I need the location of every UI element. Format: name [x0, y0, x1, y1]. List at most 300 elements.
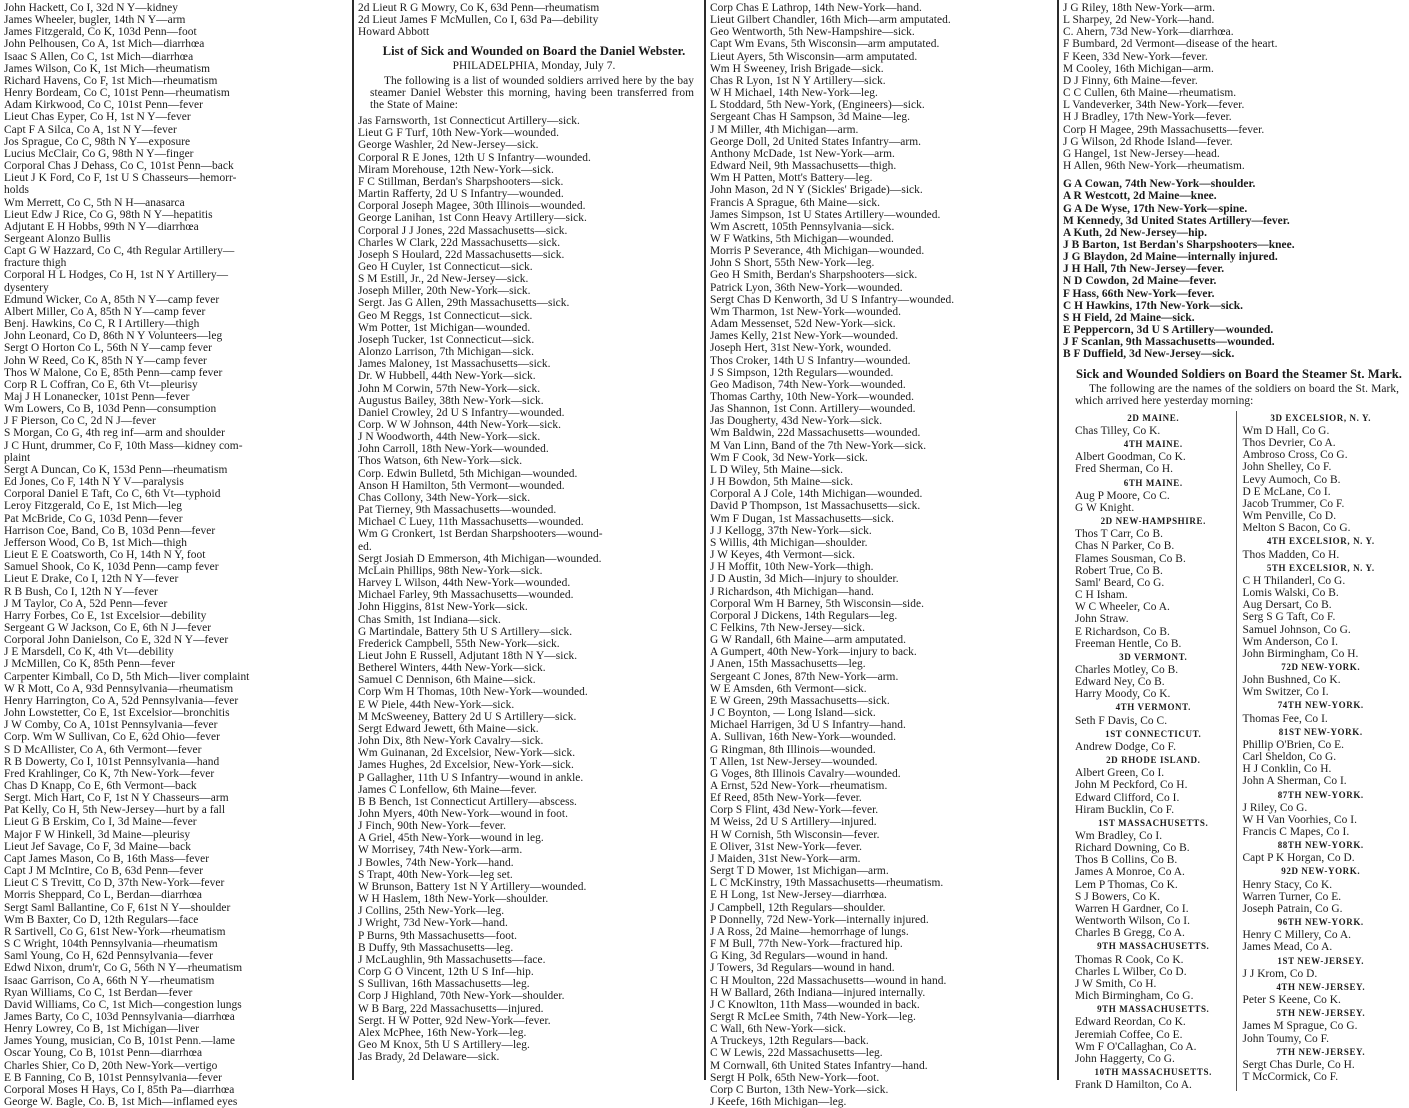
- list-item: John Bushned, Co K.: [1242, 674, 1341, 687]
- column-4: [1059, 0, 1409, 1092]
- list-item: Corp S Flint, 43d New-York—fever.: [710, 804, 879, 817]
- list-item: Patrick Lyon, 36th New-York—wounded.: [710, 281, 903, 294]
- section-heading: Sick and Wounded Soldiers on Board the Steamer St. Mark.: [1076, 366, 1402, 381]
- list-item: Sergeant G W Jackson, Co E, 6th N J—fever: [4, 621, 212, 634]
- list-item: Chas N Parker, Co B.: [1075, 540, 1175, 553]
- list-item: B B Bench, 1st Connecticut Artillery—abscess.: [358, 795, 577, 808]
- regiment-heading: 1ST CONNECTICUT.: [1105, 728, 1202, 739]
- list-item: Sergt T D Mower, 1st Michigan—arm.: [710, 865, 889, 878]
- list-item: Adam Messenset, 52d New-York—sick.: [710, 318, 896, 331]
- list-item: S J Bowers, Co K.: [1075, 890, 1161, 903]
- list-item: A Ernst, 52d New-York—rheumatism.: [710, 780, 888, 792]
- list-item: M Weiss, 2d U S Artillery—injured.: [710, 816, 877, 829]
- list-item: Sergt Saml Ballantine, Co F, 61st N Y—shoulder: [4, 901, 231, 914]
- list-item: plaint: [4, 451, 31, 464]
- list-item: holds: [4, 184, 29, 197]
- list-item: John A Sherman, Co I.: [1242, 775, 1347, 788]
- list-item: James Young, musician, Co B, 101st Penn.—lame: [4, 1035, 236, 1048]
- list-item: John Higgins, 81st New-York—sick.: [358, 601, 528, 614]
- list-item: Aug Dersart, Co B.: [1242, 599, 1332, 612]
- list-item: Corporal J J Jones, 22d Massachusetts—sick.: [358, 224, 568, 237]
- list-item: Aug P Moore, Co C.: [1075, 489, 1170, 502]
- regiment-heading: 1ST NEW-JERSEY.: [1277, 955, 1365, 966]
- list-item: Corporal Moses H Hays, Co I, 85th Pa—diarrhœa: [4, 1083, 235, 1096]
- list-item: Corporal J Dickens, 14th Regulars—leg.: [710, 609, 898, 622]
- list-item: Samuel C Dennison, 6th Maine—sick.: [358, 674, 536, 687]
- list-item: J McMillen, Co K, 85th Penn—fever: [4, 658, 175, 671]
- list-item: Corp Wm H Thomas, 10th New-York—wounded.: [358, 686, 588, 699]
- list-item: Wm G Cronkert, 1st Berdan Sharpshooters—wound-: [358, 528, 603, 541]
- regiment-heading: 10TH MASSACHUSETTS.: [1094, 1066, 1212, 1077]
- regiment-heading: 92D NEW-YORK.: [1281, 866, 1361, 877]
- list-item: Geo Wentworth, 5th New-Hampshire—sick.: [710, 26, 915, 39]
- list-item: McLain Phillips, 98th New-York—sick.: [358, 564, 543, 577]
- list-item: Wm Ascrett, 105th Pennsylvania—sick.: [710, 220, 895, 233]
- list-item: George W. Bagle, Co. B, 1st Mich—inflamed eyes: [4, 1096, 238, 1108]
- list-item: Thos Devrier, Co A.: [1242, 437, 1336, 450]
- list-item: Dr. W Hubbell, 44th New-York—sick.: [358, 370, 536, 383]
- list-item: Ef Reed, 85th New-York—fever.: [710, 792, 862, 805]
- list-item: J S Simpson, 12th Regulars—wounded.: [710, 366, 894, 379]
- list-item: Charles W Clark, 22d Massachusetts—sick.: [358, 236, 561, 249]
- list-item: G W Randall, 6th Maine—arm amputated.: [710, 634, 906, 647]
- list-item: J Bowles, 74th New-York—hand.: [358, 856, 514, 869]
- list-item: Lieut E Drake, Co I, 12th N Y—fever: [4, 573, 179, 586]
- list-item: Pat Tierney, 9th Massachusetts—wounded.: [358, 504, 557, 517]
- list-item: Fred Krahlinger, Co K, 7th New-York—fever: [4, 767, 215, 780]
- list-item: T McCormick, Co F.: [1242, 1070, 1339, 1083]
- list-item: J D Austin, 3d Mich—injury to shoulder.: [710, 573, 899, 586]
- list-item: Henry C Millery, Co A.: [1242, 929, 1352, 942]
- list-item: James Hughes, 2d Excelsior, New-York—sick.: [358, 759, 574, 772]
- list-item: Betherel Winters, 44th New-York—sick.: [358, 662, 546, 675]
- list-item: J J Kellogg, 37th New-York—sick.: [710, 524, 872, 537]
- regiment-heading: 4TH MAINE.: [1123, 439, 1183, 450]
- list-item: Wm F O'Callaghan, Co A.: [1075, 1040, 1197, 1053]
- list-item: M Cooley, 16th Michigan—arm.: [1063, 62, 1214, 75]
- list-item: W Morrisey, 74th New-York—arm.: [358, 844, 523, 857]
- regiment-heading: 4TH EXCELSIOR, N. Y.: [1266, 536, 1375, 547]
- list-item: John Shelley, Co F.: [1242, 461, 1332, 474]
- list-item: D J Finny, 6th Maine—fever.: [1063, 74, 1198, 87]
- list-item: Wm F Dugan, 1st Massachusetts—sick.: [710, 512, 894, 525]
- regiment-heading: 88TH NEW-YORK.: [1277, 840, 1364, 851]
- section-heading: List of Sick and Wounded on Board the Daniel Webster.: [382, 44, 686, 59]
- list-item: H W Cornish, 5th Wisconsin—fever.: [710, 828, 880, 841]
- list-item: Isaac S Allen, Co C, 1st Mich—diarrhœa: [4, 50, 194, 63]
- list-item: John W Reed, Co K, 85th N Y—camp fever: [4, 354, 207, 367]
- list-item: Thos T Carr, Co B.: [1075, 528, 1163, 541]
- list-item: J J Krom, Co D.: [1242, 967, 1318, 980]
- list-item: James Barty, Co C, 103d Pennsylvania—diarrhœa: [4, 1010, 235, 1023]
- list-item: Ambroso Cross, Co G.: [1242, 449, 1348, 462]
- list-item: R B Bush, Co I, 12th N Y—fever: [4, 585, 158, 598]
- list-item: B F Duffield, 3d New-Jersey—sick.: [1063, 348, 1235, 361]
- list-item: John Hackett, Co I, 32d N Y—kidney: [4, 2, 179, 14]
- list-item: P Donnelly, 72d New-York—internally injured.: [710, 913, 929, 926]
- list-item: Martin Rafferty, 2d U S Infantry—wounded.: [358, 188, 564, 201]
- list-item: John Birmingham, Co H.: [1242, 647, 1359, 660]
- list-item: James Maloney, 1st Massachusetts—sick.: [358, 358, 551, 371]
- list-item: Richard Havens, Co F, 1st Mich—rheumatism: [4, 74, 218, 87]
- list-item: Leroy Fitzgerald, Co E, 1st Mich—leg: [4, 500, 183, 513]
- list-item: J Campbell, 12th Regulars—shoulder.: [710, 901, 886, 914]
- list-item: Anson H Hamilton, 5th Vermont—wounded.: [358, 479, 565, 492]
- list-item: S Trapt, 40th New-York—leg set.: [358, 868, 513, 881]
- list-item: F Bumbard, 2d Vermont—disease of the heart.: [1063, 38, 1278, 51]
- regiment-heading: 9TH MASSACHUSETTS.: [1097, 1004, 1210, 1015]
- list-item: H Allen, 96th New-York—rheumatism.: [1063, 160, 1245, 173]
- list-item: M Kennedy, 3d United States Artillery—fever.: [1063, 214, 1290, 227]
- list-item: Charles B Gregg, Co A.: [1075, 927, 1185, 940]
- list-item: Pat McBride, Co G, 103d Penn—fever: [4, 512, 183, 525]
- list-item: Warren H Gardner, Co I.: [1075, 902, 1189, 915]
- list-item: John Toumy, Co F.: [1242, 1032, 1329, 1045]
- list-item: Wm Lowers, Co B, 103d Penn—consumption: [4, 403, 217, 416]
- list-item: Capt Wm Evans, 5th Wisconsin—arm amputated.: [710, 38, 940, 51]
- regiment-heading: 3D VERMONT.: [1119, 651, 1188, 662]
- list-item: Samuel Shook, Co K, 103d Penn—camp fever: [4, 561, 219, 574]
- list-item: Thos Madden, Co H.: [1242, 548, 1340, 561]
- list-item: John Mason, 2d N Y (Sickles' Brigade)—sick.: [710, 184, 923, 197]
- list-item: Sergt. H W Potter, 92d New-York—fever.: [358, 1014, 551, 1027]
- list-item: Fred Sherman, Co H.: [1075, 463, 1174, 476]
- list-item: Wm Anderson, Co I.: [1242, 635, 1338, 648]
- list-item: Chas Collony, 34th New-York—sick.: [358, 491, 531, 504]
- list-item: Wm F Cook, 3d New-York—sick.: [710, 451, 868, 464]
- list-item: Lomis Walski, Co B.: [1242, 587, 1339, 600]
- list-item: L D Wiley, 5th Maine—sick.: [710, 463, 843, 476]
- list-item: E B Fanning, Co B, 101st Pennsylvania—fever: [4, 1071, 222, 1084]
- regiment-heading: 1ST MASSACHUSETTS.: [1098, 817, 1209, 828]
- list-item: Joseph Hert, 31st New-York, wounded.: [710, 342, 892, 355]
- list-item: C H Hawkins, 17th New-York—sick.: [1063, 299, 1244, 312]
- dateline: PHILADELPHIA, Monday, July 7.: [452, 60, 616, 73]
- list-item: George Washler, 2d New-Jersey—sick.: [358, 139, 539, 152]
- list-item: S C Wright, 104th Pennsylvania—rheumatism: [4, 938, 218, 951]
- list-item: Howard Abbott: [358, 26, 430, 39]
- list-item: Lieut Gilbert Chandler, 16th Mich—arm amputated.: [710, 14, 951, 27]
- list-item: John Lowstetter, Co E, 1st Excelsior—bronchitis: [4, 707, 230, 720]
- list-item: Chas Smith, 1st Indiana—sick.: [358, 613, 501, 626]
- list-item: Sergt Chas D Kenworth, 3d U S Infantry—wounded.: [710, 293, 955, 306]
- list-item: John M Peckford, Co H.: [1075, 779, 1188, 792]
- list-item: J Maiden, 31st New-York—arm.: [710, 852, 861, 865]
- regiment-heading: 2D NEW-HAMPSHIRE.: [1100, 516, 1206, 527]
- list-item: P Gallagher, 11th U S Infantry—wound in ankle.: [358, 771, 584, 784]
- list-item: Peter S Keene, Co K.: [1242, 994, 1341, 1007]
- list-item: Edmund Wicker, Co A, 85th N Y—camp fever: [4, 293, 220, 306]
- list-item: Serg S G Taft, Co F.: [1242, 611, 1336, 624]
- list-item: Capt F A Silca, Co A, 1st N Y—fever: [4, 123, 177, 136]
- list-item: Jas Brady, 2d Delaware—sick.: [358, 1051, 500, 1064]
- list-item: A Gumpert, 40th New-York—injury to back.: [710, 646, 917, 659]
- list-item: John M Corwin, 57th New-York—sick.: [358, 382, 541, 395]
- list-item: Corporal John Danielson, Co E, 32d N Y—fever: [4, 634, 229, 647]
- list-item: Thos Watson, 6th New-York—sick.: [358, 455, 523, 468]
- list-item: John Straw.: [1075, 613, 1129, 626]
- list-item: Thos Croker, 14th U S Infantry—wounded.: [710, 354, 911, 367]
- regiment-heading: 2D RHODE ISLAND.: [1106, 755, 1201, 766]
- list-item: John Myers, 40th New-York—wound in foot.: [358, 808, 568, 820]
- list-item: E Oliver, 31st New-York—fever.: [710, 840, 863, 853]
- list-item: Saml' Beard, Co G.: [1075, 576, 1165, 589]
- list-item: Wm Baldwin, 22d Massachusetts—wounded.: [710, 427, 921, 440]
- list-item: Sergt A Duncan, Co K, 153d Penn—rheumatism: [4, 463, 228, 476]
- list-item: W R Mott, Co A, 93d Pennsylvania—rheumatism: [4, 682, 234, 695]
- list-item: Lieut G B Erskim, Co I, 3d Maine—fever: [4, 816, 197, 829]
- list-item: Oscar Young, Co B, 101st Penn—diarrhœa: [4, 1047, 203, 1060]
- list-item: J W Smith, Co H.: [1075, 977, 1157, 990]
- list-item: J G Riley, 18th New-York—arm.: [1063, 2, 1216, 14]
- list-item: Wm H Sweeney, Irish Brigade—sick.: [710, 62, 884, 75]
- list-item: W B Barg, 22d Massachusetts—injured.: [358, 1002, 544, 1015]
- list-item: Saml Young, Co H, 62d Pennsylvania—fever: [4, 950, 213, 963]
- list-item: Seth F Davis, Co C.: [1075, 714, 1168, 727]
- list-item: Harrison Coe, Band, Co B, 103d Penn—fever: [4, 524, 216, 537]
- column-3: [706, 0, 1057, 1108]
- list-item: James Wheeler, bugler, 14th N Y—arm: [4, 14, 186, 27]
- list-item: Capt J M McIntire, Co B, 63d Penn—fever: [4, 865, 204, 878]
- list-item: Melton S Bacon, Co G.: [1242, 522, 1351, 535]
- list-item: E W Green, 29th Massachusetts—sick.: [710, 694, 890, 707]
- list-item: Lieut C S Trevitt, Co D, 37th New-York—fever: [4, 877, 225, 890]
- list-item: Wentworth Wilson, Co I.: [1075, 915, 1191, 928]
- list-item: G A Cowan, 74th New-York—shoulder.: [1063, 178, 1256, 191]
- list-item: Freeman Hentle, Co B.: [1075, 637, 1182, 650]
- list-item: Harry Forbes, Co E, 1st Excelsior—debility: [4, 609, 207, 622]
- list-item: T Allen, 1st New-Jersey—wounded.: [710, 755, 878, 768]
- list-item: Wm Penville, Co D.: [1242, 510, 1337, 523]
- list-item: Edward Clifford, Co I.: [1075, 791, 1180, 804]
- regiment-heading: 4TH VERMONT.: [1115, 702, 1191, 713]
- list-item: Edward Neil, 9th Massachusetts—thigh.: [710, 160, 897, 173]
- list-item: J B Barton, 1st Berdan's Sharpshooters—knee.: [1063, 238, 1295, 251]
- list-item: P Burns, 9th Massachusetts—foot.: [358, 929, 518, 942]
- list-item: J W Comby, Co A, 101st Pennsylvania—fever: [4, 719, 218, 732]
- list-item: Augustus Bailey, 38th New-York—sick.: [358, 394, 544, 407]
- list-item: Sergeant C Jones, 87th New-York—arm.: [710, 670, 899, 683]
- list-item: E Richardson, Co B.: [1075, 625, 1170, 638]
- list-item: Edwd Nixon, drum'r, Co G, 56th N Y—rheumatism: [4, 962, 243, 975]
- list-item: Benj. Hawkins, Co C, R I Artillery—thigh: [4, 318, 200, 331]
- list-item: Joseph Patrain, Co G.: [1242, 902, 1343, 915]
- list-item: James Kelly, 21st New-York—wounded.: [710, 330, 899, 343]
- list-item: J C Hunt, drummer, Co F, 10th Mass—kidney com-: [4, 439, 243, 452]
- list-item: Corporal A J Cole, 14th Michigan—wounded.: [710, 488, 923, 501]
- list-item: Francis C Mapes, Co I.: [1242, 826, 1350, 838]
- list-item: S M Estill, Jr., 2d New-Jersey—sick.: [358, 273, 529, 286]
- list-item: M McSweeney, Battery 2d U S Artillery—sick.: [358, 710, 577, 723]
- list-item: Jefferson Wood, Co B, 1st Mich—thigh: [4, 536, 188, 549]
- list-item: C Wall, 6th New-York—sick.: [710, 1023, 847, 1036]
- list-item: F M Bull, 77th New-York—fractured hip.: [710, 938, 903, 951]
- list-item: S Willis, 4th Michigan—shoulder.: [710, 536, 868, 549]
- list-item: Jas Farnsworth, 1st Connecticut Artillery—sick.: [358, 115, 580, 128]
- list-item: M Van Linn, Band of the 7th New-York—sick.: [710, 439, 927, 452]
- list-item: A. Sullivan, 16th New-York—wounded.: [710, 731, 897, 744]
- list-item: J N Woodworth, 44th New-York—sick.: [358, 431, 541, 444]
- regiment-heading: 72D NEW-YORK.: [1281, 661, 1361, 672]
- list-item: Henry Harrington, Co A, 52d Pennsylvania—fever: [4, 694, 239, 707]
- regiment-heading: 6TH MAINE.: [1123, 477, 1183, 488]
- list-item: Capt P K Horgan, Co D.: [1242, 852, 1355, 865]
- list-item: J C Boynton, — Long Island—sick.: [710, 707, 876, 720]
- list-item: Corporal Joseph Magee, 30th Illinois—wounded.: [358, 200, 586, 213]
- list-item: J H Hall, 7th New-Jersey—fever.: [1063, 263, 1225, 276]
- list-item: 2d Lieut James F McMullen, Co I, 63d Pa—debility: [358, 14, 599, 27]
- regiment-heading: 96TH NEW-YORK.: [1277, 917, 1364, 928]
- list-item: Corp. Wm W Sullivan, Co E, 62d Ohio—fever: [4, 731, 220, 744]
- list-item: Geo Madison, 74th New-York—wounded.: [710, 378, 906, 391]
- list-item: Sergt O Horton Co L, 56th N Y—camp fever: [4, 342, 212, 355]
- list-item: Frank D Hamilton, Co A.: [1075, 1079, 1192, 1092]
- list-item: J Collins, 25th New-York—leg.: [358, 905, 505, 918]
- list-item: L Sharpey, 2d New-York—hand.: [1063, 14, 1215, 27]
- list-item: Corp R L Coffran, Co E, 6th Vt—pleurisy: [4, 378, 198, 391]
- list-item: D E McLane, Co I.: [1242, 485, 1331, 498]
- list-item: Alex McPhee, 16th New-York—leg.: [358, 1026, 527, 1039]
- list-item: Wm Guinanan, 2d Excelsior, New-York—sick.: [358, 747, 576, 760]
- list-item: Wm B Baxter, Co D, 12th Regulars—face: [4, 913, 199, 926]
- list-item: Pat Kelly, Co H, 5th New-Jersey—hurt by a fall: [4, 804, 226, 817]
- intro-paragraph: The following are the names of the soldiers on board the St. Mark, which arrived here yesterday morning:: [1075, 382, 1399, 407]
- list-item: J Anen, 15th Massachusetts—leg.: [710, 658, 866, 671]
- list-item: Capt G W Hazzard, Co C, 4th Regular Artillery—: [4, 245, 235, 258]
- list-item: Harvey L Wilson, 44th New-York—wounded.: [358, 577, 571, 590]
- list-item: J F Pierson, Co C, 2d N J—fever: [4, 415, 156, 428]
- list-item: M Cornwall, 6th United States Infantry—hand.: [710, 1059, 928, 1072]
- list-item: Joseph Tucker, 1st Connecticut—sick.: [358, 333, 535, 346]
- list-item: John Carroll, 18th New-York—wounded.: [358, 443, 549, 456]
- list-item: N D Cowdon, 2d Maine—fever.: [1063, 275, 1217, 288]
- list-item: Corp. Edwin Bulletd, 5th Michigan—wounded.: [358, 467, 578, 480]
- list-item: W H Van Voorhies, Co I.: [1242, 813, 1358, 826]
- list-item: Wm Merrett, Co C, 5th N H—anasarca: [4, 196, 185, 209]
- list-item: John Dix, 8th New-York Cavalry—sick.: [358, 735, 544, 748]
- regiment-heading: 81ST NEW-YORK.: [1278, 726, 1363, 737]
- list-item: J G Wilson, 2d Rhode Island—fever.: [1063, 135, 1233, 148]
- list-item: fracture thigh: [4, 257, 67, 270]
- list-item: dysentery: [4, 281, 49, 294]
- list-item: F Keen, 33d New-York—fever.: [1063, 50, 1208, 63]
- list-item: Francis A Sprague, 6th Maine—sick.: [710, 196, 881, 209]
- list-item: W C Wheeler, Co A.: [1075, 601, 1170, 614]
- list-item: Albert Miller, Co A, 85th N Y—camp fever: [4, 305, 206, 318]
- list-item: W H Haslem, 18th New-York—shoulder.: [358, 893, 549, 906]
- regiment-heading: 7TH NEW-JERSEY.: [1276, 1046, 1366, 1057]
- list-item: Sergt H Polk, 65th New-York—foot.: [710, 1071, 880, 1084]
- list-item: Lieut E E Coatsworth, Co H, 14th N Y, foot: [4, 549, 206, 562]
- list-item: Frederick Campbell, 55th New-York—sick.: [358, 637, 560, 650]
- list-item: F Hass, 66th New-York—fever.: [1063, 287, 1215, 300]
- list-item: Corporal H L Hodges, Co H, 1st N Y Artillery—: [4, 269, 229, 282]
- list-item: Daniel Crowley, 2d U S Infantry—wounded.: [358, 406, 565, 419]
- list-item: R B Dowerty, Co I, 101st Pennsylvania—hand: [4, 755, 220, 768]
- list-item: James Mead, Co A.: [1242, 941, 1333, 954]
- list-item: Edward Reordan, Co K.: [1075, 1016, 1186, 1029]
- list-item: Corp G O Vincent, 12th U S Inf—hip.: [358, 966, 534, 979]
- list-item: Capt James Mason, Co B, 16th Mass—fever: [4, 852, 210, 865]
- list-item: Sergt. Mich Hart, Co F, 1st N Y Chasseurs—arm: [4, 792, 229, 805]
- list-item: Thomas Fee, Co I.: [1242, 712, 1328, 725]
- list-item: Corporal Daniel E Taft, Co C, 6th Vt—typhoid: [4, 488, 221, 501]
- list-item: B Duffy, 9th Massachusetts—leg.: [358, 941, 514, 954]
- list-item: E H Long, 1st New-Jersey—diarrhœa.: [710, 889, 887, 902]
- list-item: George Doll, 2d United States Infantry—arm.: [710, 135, 922, 148]
- list-item: Mich Birmingham, Co G.: [1075, 990, 1194, 1003]
- roster-right: [1243, 411, 1404, 1091]
- list-item: C C Cullen, 6th Maine—rheumatism.: [1063, 87, 1237, 100]
- list-item: G Ringman, 8th Illinois—wounded.: [710, 743, 876, 756]
- list-item: Thos B Collins, Co B.: [1075, 854, 1178, 867]
- list-item: F C Stillman, Berdan's Sharpshooters—sick.: [358, 175, 564, 188]
- list-item: Chas Tilley, Co K.: [1075, 425, 1161, 437]
- list-item: Sergt Edward Jewett, 6th Maine—sick.: [358, 722, 539, 735]
- list-item: Lieut J K Ford, Co F, 1st U S Chasseurs—hemorr-: [4, 172, 237, 185]
- list-item: G King, 3d Regulars—wound in hand.: [710, 950, 888, 963]
- list-item: H W Ballard, 26th Indiana—injured internally.: [710, 986, 926, 999]
- list-item: Michael Harrigen, 3d U S Infantry—hand.: [710, 719, 906, 732]
- list-item: G A De Wyse, 17th New-York—spine.: [1063, 202, 1248, 215]
- list-item: L Stoddard, 5th New-York, (Engineers)—sick.: [710, 99, 925, 112]
- list-item: Lieut Ayers, 5th Wisconsin—arm amputated.: [710, 50, 918, 63]
- list-item: E Peppercorn, 3d U S Artillery—wounded.: [1063, 324, 1274, 337]
- list-item: Sergeant Alonzo Bullis: [4, 232, 111, 245]
- list-item: J F Scanlan, 9th Massachusetts—wounded.: [1063, 336, 1275, 349]
- regiment-roster: [1075, 411, 1403, 1091]
- regiment-heading: 9TH MASSACHUSETTS.: [1097, 941, 1210, 952]
- list-item: James Wilson, Co K, 1st Mich—rheumatism: [4, 62, 210, 75]
- regiment-heading: 74TH NEW-YORK.: [1277, 700, 1364, 711]
- list-item: Sergt R McLee Smith, 74th New-York—leg.: [710, 1010, 916, 1023]
- list-item: Geo M Knox, 5th U S Artillery—leg.: [358, 1038, 530, 1051]
- list-item: Corp Chas E Lathrop, 14th New-York—hand.: [710, 2, 922, 14]
- list-item: John Haggerty, Co G.: [1075, 1052, 1175, 1065]
- list-item: Chas D Knapp, Co E, 6th Vermont—back: [4, 780, 197, 792]
- list-item: R Sartivell, Co G, 61st New-York—rheumatism: [4, 925, 226, 938]
- list-item: Geo H Smith, Berdan's Sharpshooters—sick.: [710, 269, 918, 282]
- list-item: Thomas Carthy, 10th New-York—wounded.: [710, 391, 915, 403]
- list-item: Thos W Malone, Co E, 85th Penn—camp fever: [4, 366, 223, 379]
- list-item: J Richardson, 4th Michigan—hand.: [710, 585, 874, 598]
- list-item: G Martindale, Battery 5th U S Artillery—sick.: [358, 625, 573, 638]
- list-item: Flames Sousman, Co B.: [1075, 552, 1186, 565]
- list-item: Lieut Edw J Rice, Co G, 98th N Y—hepatitis: [4, 208, 213, 221]
- list-item: C W Lewis, 22d Massachusetts—leg.: [710, 1047, 883, 1060]
- list-item: Richard Downing, Co B.: [1075, 842, 1190, 855]
- column-1: [0, 0, 352, 1108]
- list-item: Major F W Hinkell, 3d Maine—pleurisy: [4, 828, 191, 841]
- list-item: H J Conklin, Co H.: [1242, 763, 1332, 776]
- list-item: Charles Motley, Co B.: [1075, 663, 1179, 676]
- list-item: Michael Farley, 9th Massachusetts—wounded.: [358, 589, 574, 602]
- list-item: E W Piele, 44th New-York—sick.: [358, 698, 515, 711]
- list-item: G W Knight.: [1075, 501, 1135, 514]
- list-item: Morris Sheppard, Co L, Berdan—diarrhœa: [4, 889, 203, 902]
- list-item: Wm H Patten, Mott's Battery—leg.: [710, 172, 873, 185]
- list-item: John Pelhousen, Co A, 1st Mich—diarrhœa: [4, 38, 205, 51]
- list-item: Harry Moody, Co K.: [1075, 688, 1171, 701]
- list-item: Michael C Luey, 11th Massachusetts—wounded.: [358, 516, 584, 529]
- list-item: J G Blaydon, 2d Maine—internally injured.: [1063, 251, 1278, 264]
- list-item: Ed Jones, Co F, 14th N Y V—paralysis: [4, 476, 184, 489]
- list-item: Carl Sheldon, Co G.: [1242, 751, 1337, 764]
- list-item: Wm Bradley, Co I.: [1075, 830, 1163, 842]
- list-item: C H Moulton, 22d Massachusetts—wound in hand.: [710, 974, 947, 987]
- list-item: John S Short, 55th New-York—leg.: [710, 257, 875, 270]
- list-item: James C Lonfellow, 6th Maine—fever.: [358, 783, 537, 796]
